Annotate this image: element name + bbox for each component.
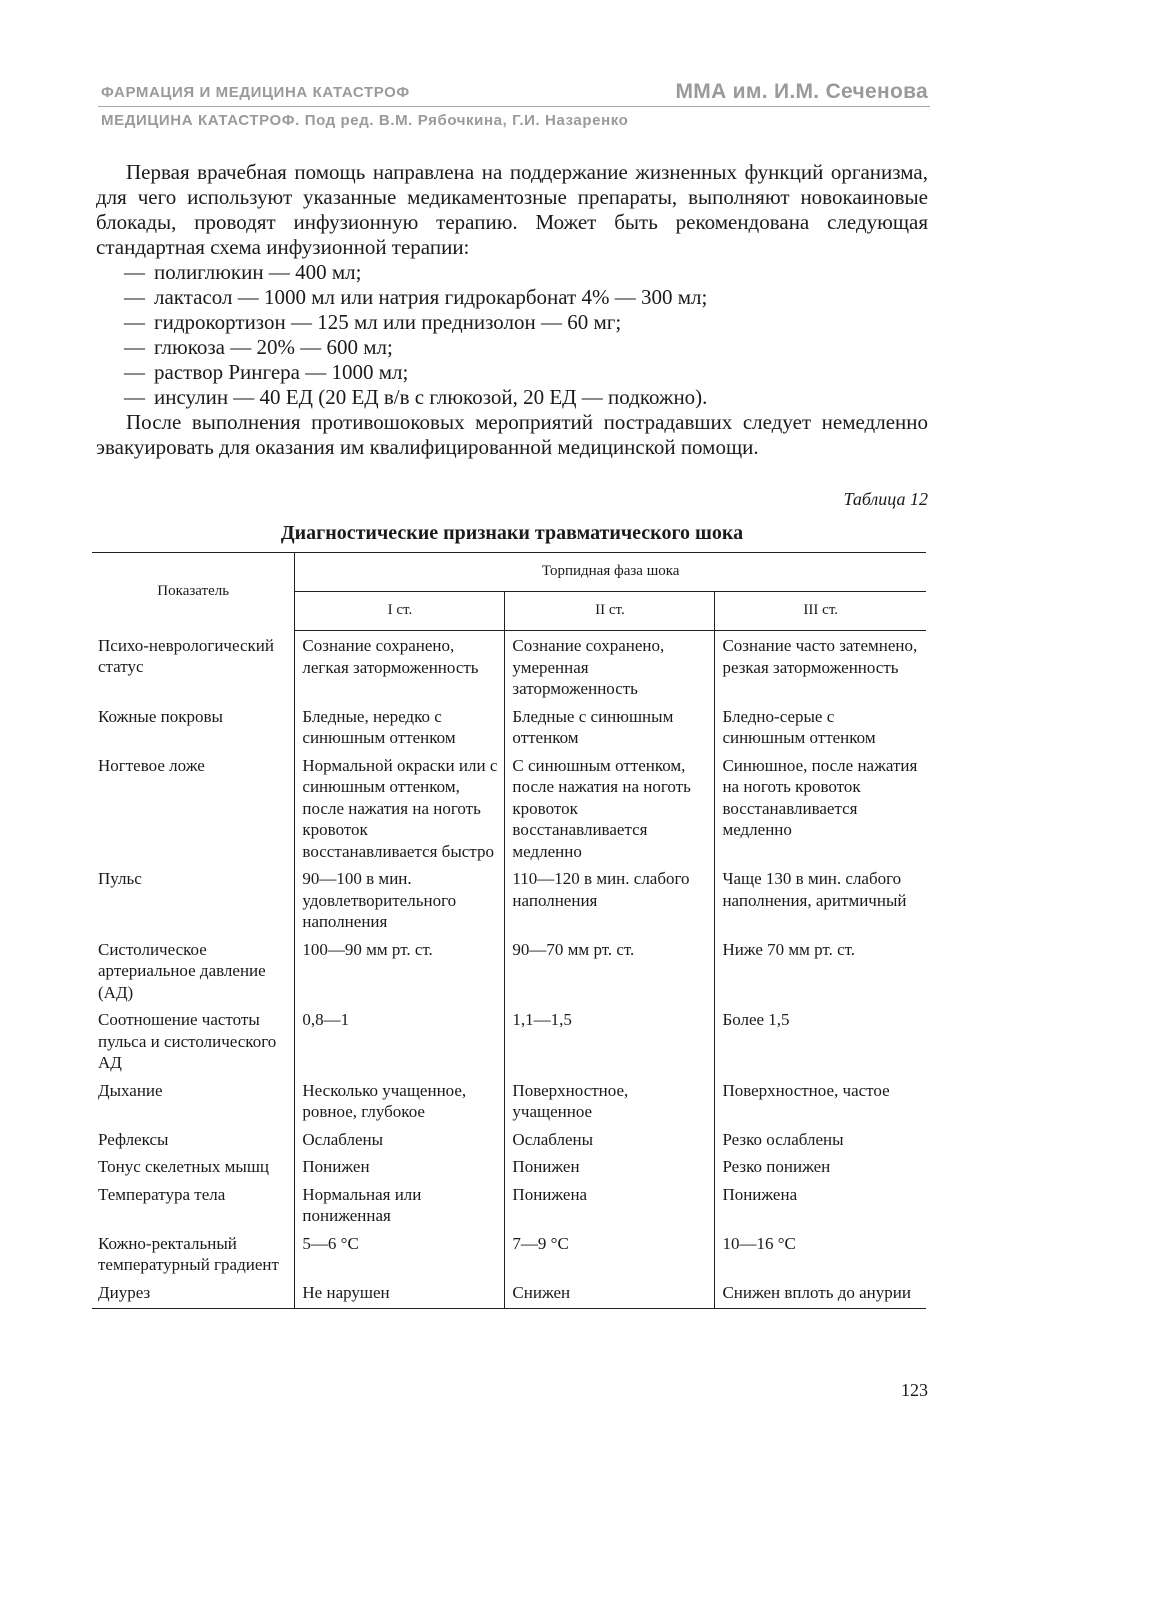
table-row bbox=[92, 1229, 926, 1278]
row-stage-1-cell: 5—6 °С bbox=[295, 1229, 505, 1278]
table-row bbox=[92, 935, 926, 1006]
header-phase: Торпидная фаза шока bbox=[295, 553, 926, 592]
body-text bbox=[96, 160, 928, 460]
table-title: Диагностические признаки травматического шока bbox=[280, 522, 744, 544]
row-stage-1-cell: 0,8—1 bbox=[295, 1005, 505, 1076]
row-stage-2-cell: 7—9 °С bbox=[505, 1229, 715, 1278]
running-header-left: ФАРМАЦИЯ И МЕДИЦИНА КАТАСТРОФ bbox=[101, 84, 410, 101]
row-stage-3-cell: Чаще 130 в мин. слабого наполнения, аритмичный bbox=[715, 864, 926, 935]
row-stage-1-cell: Не нарушен bbox=[295, 1278, 505, 1309]
row-stage-3-cell: Резко понижен bbox=[715, 1152, 926, 1180]
intro-paragraph: Первая врачебная помощь направлена на поддержание жизненных функций организма, для чего используют указанные медикаментозные препараты, выполняют новокаиновые блокады, проводят инфузионную терапию. Может быть рекомендована следующая стандартная схема инфузионной терапии: bbox=[96, 160, 928, 259]
row-stage-3-cell: Ниже 70 мм рт. ст. bbox=[715, 935, 926, 1006]
list-item bbox=[124, 310, 928, 335]
row-stage-2-cell: Ослаблены bbox=[505, 1125, 715, 1153]
table-row bbox=[92, 702, 926, 751]
table-number: Таблица 12 bbox=[843, 489, 928, 509]
row-indicator-cell: Соотношение частоты пульса и систолического АД bbox=[98, 1010, 277, 1072]
row-indicator-cell: Диурез bbox=[92, 1278, 295, 1309]
header-rule bbox=[98, 106, 930, 107]
row-stage-2-cell: Сознание сохранено, умеренная заторможенность bbox=[505, 631, 715, 702]
row-stage-2-cell: С синюшным оттенком, после нажатия на ноготь кровоток восстанавливается медленно bbox=[505, 751, 715, 865]
row-indicator-cell: Психо-неврологический статус bbox=[98, 635, 274, 676]
table-row bbox=[92, 751, 926, 865]
list-item bbox=[124, 285, 928, 310]
list-item bbox=[124, 360, 928, 385]
row-stage-3-cell: Бледно-серые с синюшным оттенком bbox=[715, 702, 926, 751]
row-indicator-cell: Кожные покровы bbox=[98, 706, 223, 726]
list-item-text: гидрокортизон — 125 мл или преднизолон — 60 мг; bbox=[154, 310, 622, 334]
row-stage-1-cell: Нормальная или пониженная bbox=[295, 1180, 505, 1229]
dash-marker: — bbox=[124, 385, 145, 409]
row-indicator-cell: Температура тела bbox=[98, 1184, 226, 1204]
dash-marker: — bbox=[124, 260, 145, 284]
outro-paragraph: После выполнения противошоковых мероприятий пострадавших следует немедленно эвакуировать для оказания им квалифицированной медицинской помощи. bbox=[96, 410, 928, 459]
row-stage-1-cell: Несколько учащенное, ровное, глубокое bbox=[295, 1076, 505, 1125]
header-stage-2: II ст. bbox=[505, 592, 715, 631]
infusion-list bbox=[96, 260, 928, 410]
dash-marker: — bbox=[124, 285, 145, 309]
header-indicator: Показатель bbox=[92, 553, 295, 631]
row-stage-2-cell: Понижен bbox=[505, 1152, 715, 1180]
dash-marker: — bbox=[124, 310, 145, 334]
row-stage-3-cell: Понижена bbox=[715, 1180, 926, 1229]
row-stage-2-cell: Понижена bbox=[505, 1180, 715, 1229]
row-stage-3-cell: Поверхностное, частое bbox=[715, 1076, 926, 1125]
table-row bbox=[92, 1152, 926, 1180]
row-stage-1-cell: Нормальной окраски или с синюшным оттенком, после нажатия на ноготь кровоток восстанавливается быстро bbox=[295, 751, 505, 865]
dash-marker: — bbox=[124, 360, 145, 384]
list-item-text: раствор Рингера — 1000 мл; bbox=[154, 360, 409, 384]
list-item-text: лактасол — 1000 мл или натрия гидрокарбонат 4% — 300 мл; bbox=[154, 285, 708, 309]
table-row bbox=[92, 1180, 926, 1229]
table-row bbox=[92, 631, 926, 702]
row-stage-1-cell: Сознание сохранено, легкая заторможенность bbox=[295, 631, 505, 702]
row-indicator-cell: Пульс bbox=[98, 869, 142, 888]
row-stage-2-cell: 1,1—1,5 bbox=[505, 1005, 715, 1076]
row-stage-3-cell: Синюшное, после нажатия на ноготь кровоток восстанавливается медленно bbox=[715, 751, 926, 865]
header-stage-1: I ст. bbox=[295, 592, 505, 631]
row-stage-2-cell: Снижен bbox=[505, 1278, 715, 1309]
row-stage-2-cell: 90—70 мм рт. ст. bbox=[505, 935, 715, 1006]
row-stage-3-cell: Снижен вплоть до анурии bbox=[715, 1278, 926, 1309]
row-stage-1-cell: 90—100 в мин. удовлетворительного наполнения bbox=[295, 864, 505, 935]
table-row bbox=[92, 864, 926, 935]
row-stage-1-cell: Понижен bbox=[295, 1152, 505, 1180]
row-indicator-cell: Рефлексы bbox=[98, 1129, 169, 1149]
table-row bbox=[92, 1005, 926, 1076]
row-stage-3-cell: Более 1,5 bbox=[715, 1005, 926, 1076]
row-stage-1-cell: Ослаблены bbox=[295, 1125, 505, 1153]
running-header-subtitle: МЕДИЦИНА КАТАСТРОФ. Под ред. В.М. Рябочкина, Г.И. Назаренко bbox=[101, 112, 629, 129]
list-item-text: полиглюкин — 400 мл; bbox=[154, 260, 362, 284]
list-item-text: глюкоза — 20% — 600 мл; bbox=[154, 335, 393, 359]
header-stage-3: III ст. bbox=[715, 592, 926, 631]
row-stage-3-cell: Резко ослаблены bbox=[715, 1125, 926, 1153]
list-item bbox=[124, 335, 928, 360]
list-item bbox=[124, 260, 928, 285]
row-indicator-cell: Дыхание bbox=[98, 1080, 163, 1100]
row-indicator-cell: Кожно-ректальный температурный градиент bbox=[98, 1233, 279, 1274]
row-indicator-cell: Систолическое артериальное давление (АД) bbox=[98, 939, 266, 1002]
row-stage-1-cell: Бледные, нередко с синюшным оттенком bbox=[295, 702, 505, 751]
list-item-text: инсулин — 40 ЕД (20 ЕД в/в с глюкозой, 20 ЕД — подкожно). bbox=[154, 385, 708, 409]
row-indicator-cell: Ногтевое ложе bbox=[98, 755, 205, 775]
row-stage-2-cell: Поверхностное, учащенное bbox=[505, 1076, 715, 1125]
row-stage-3-cell: Сознание часто затемнено, резкая заторможенность bbox=[715, 631, 926, 702]
row-stage-3-cell: 10—16 °С bbox=[715, 1229, 926, 1278]
table-row bbox=[92, 1125, 926, 1153]
row-stage-2-cell: Бледные с синюшным оттенком bbox=[505, 702, 715, 751]
row-stage-2-cell: 110—120 в мин. слабого наполнения bbox=[505, 864, 715, 935]
shock-signs-table bbox=[92, 552, 926, 1309]
row-indicator-cell: Тонус скелетных мышц bbox=[98, 1157, 270, 1176]
table-row bbox=[92, 1076, 926, 1125]
list-item bbox=[124, 385, 928, 410]
row-stage-1-cell: 100—90 мм рт. ст. bbox=[295, 935, 505, 1006]
table-body bbox=[92, 631, 926, 1309]
table-row bbox=[92, 1278, 926, 1309]
dash-marker: — bbox=[124, 335, 145, 359]
page-number: 123 bbox=[901, 1380, 928, 1400]
running-header-right: ММА им. И.М. Сеченова bbox=[675, 80, 928, 103]
